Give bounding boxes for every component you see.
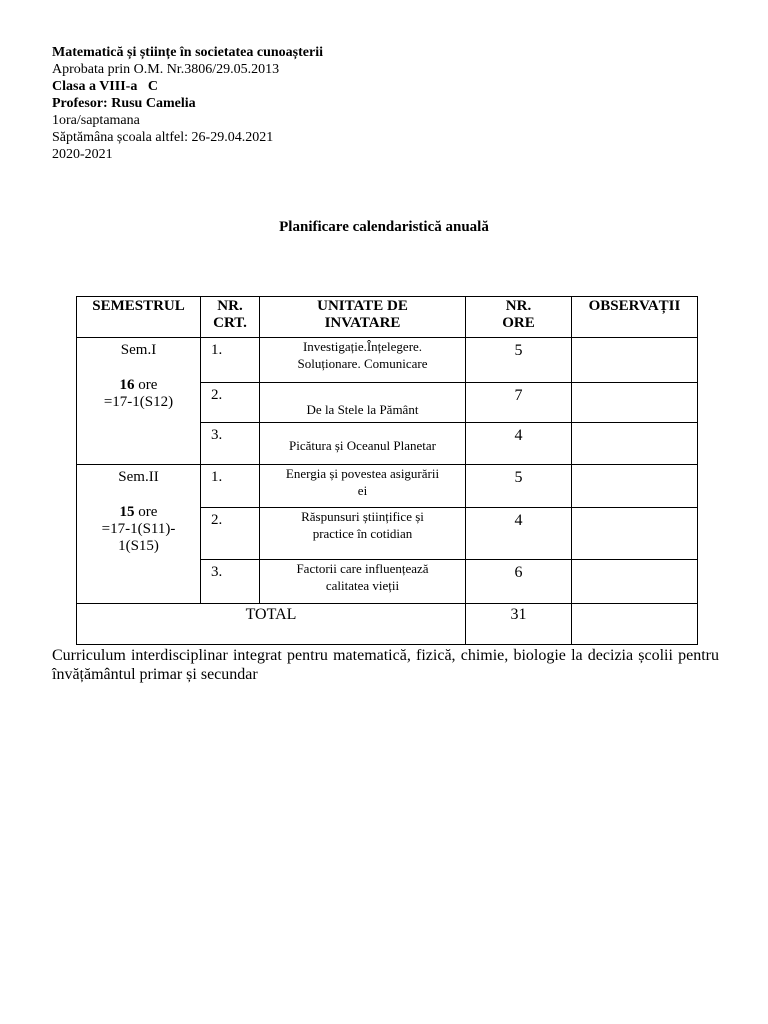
total-label: TOTAL: [77, 604, 466, 645]
header-nr-ore-line1: NR.: [505, 298, 532, 314]
header-unitate-line2: INVATARE: [324, 315, 401, 331]
unit-cell: [260, 423, 466, 465]
semester-2-hours-word: ore: [134, 504, 158, 520]
approval-line: Aprobata prin O.M. Nr.3806/29.05.2013: [52, 62, 280, 77]
table-row: [77, 338, 698, 383]
observation-cell: [572, 465, 698, 508]
hours-per-week: 1ora/saptamana: [52, 113, 140, 128]
unit-line2: Soluționare. Comunicare: [297, 356, 428, 371]
teacher-line: Profesor: Rusu Camelia: [52, 96, 196, 111]
row-number: 2.: [201, 508, 260, 560]
header-semestrul: SEMESTRUL: [77, 297, 201, 338]
row-number: 1.: [201, 465, 260, 508]
unit-line2: calitatea vieții: [325, 578, 400, 593]
semester-1-hours-word: ore: [134, 377, 158, 393]
semester-2-hours: [77, 504, 200, 521]
hours-cell: 4: [466, 423, 572, 465]
semester-1-formula: =17-1(S12): [103, 394, 174, 410]
semester-2-hours-number: 15: [119, 504, 135, 520]
semester-2-formula-line2: 1(S15): [118, 538, 159, 554]
observation-cell: [572, 508, 698, 560]
header-unitate: [260, 297, 466, 338]
unit-line1: Investigație.Înțelegere.: [302, 339, 423, 354]
unit-line1: Factorii care influențează: [296, 561, 429, 576]
document-header: [52, 44, 323, 163]
semester-2-cell: [77, 465, 201, 604]
header-nr-ore: [466, 297, 572, 338]
observation-cell: [572, 560, 698, 604]
semester-1-name: Sem.I: [120, 342, 157, 358]
total-value: 31: [466, 604, 572, 645]
header-unitate-line1: UNITATE DE: [317, 298, 408, 314]
hours-cell: 5: [466, 465, 572, 508]
semester-1-cell: [77, 338, 201, 465]
semester-1-hours-number: 16: [119, 377, 135, 393]
unit-line1: De la Stele la Pământ: [306, 402, 419, 417]
table-header-row: [77, 297, 698, 338]
observation-cell: [572, 338, 698, 383]
unit-line2: practice în cotidian: [312, 526, 413, 541]
header-nr-crt-line1: NR.: [217, 298, 243, 314]
document-title: Planificare calendaristică anuală: [279, 219, 489, 235]
unit-cell: [260, 508, 466, 560]
semester-2-formula-line1: =17-1(S11)-: [101, 521, 176, 537]
row-number: 2.: [201, 383, 260, 423]
planning-table: [76, 296, 698, 645]
table-row: [77, 465, 698, 508]
observation-cell: [572, 423, 698, 465]
header-nr-ore-line2: ORE: [502, 315, 535, 331]
unit-line1: Picătura și Oceanul Planetar: [289, 438, 436, 453]
class-line: Clasa a VIII-a C: [52, 79, 158, 94]
unit-cell: [260, 465, 466, 508]
semester-1-hours: [77, 377, 200, 394]
header-observatii: OBSERVAȚII: [572, 297, 698, 338]
unit-line2: ei: [357, 483, 368, 498]
header-nr-crt-line2: CRT.: [213, 315, 247, 331]
row-number: 1.: [201, 338, 260, 383]
header-nr-crt: [201, 297, 260, 338]
observation-cell: [572, 383, 698, 423]
school-week-line: Săptămâna școala altfel: 26-29.04.2021: [52, 130, 274, 145]
unit-cell: [260, 560, 466, 604]
hours-cell: 5: [466, 338, 572, 383]
unit-cell: [260, 338, 466, 383]
unit-line1: Energia și povestea asigurării: [285, 466, 440, 481]
unit-line1: Răspunsuri științifice și: [301, 509, 424, 524]
row-number: 3.: [201, 423, 260, 465]
hours-cell: 6: [466, 560, 572, 604]
unit-cell: [260, 383, 466, 423]
total-row: [77, 604, 698, 645]
hours-cell: 4: [466, 508, 572, 560]
row-number: 3.: [201, 560, 260, 604]
school-year: 2020-2021: [52, 147, 113, 162]
observation-cell: [572, 604, 698, 645]
subject-title: Matematică și științe în societatea cunoașterii: [52, 45, 323, 60]
curriculum-note: Curriculum interdisciplinar integrat pentru matematică, fizică, chimie, biologie la decizia școlii pentru învățământul primar și secundar: [52, 647, 719, 683]
hours-cell: 7: [466, 383, 572, 423]
semester-2-name: Sem.II: [118, 469, 159, 485]
